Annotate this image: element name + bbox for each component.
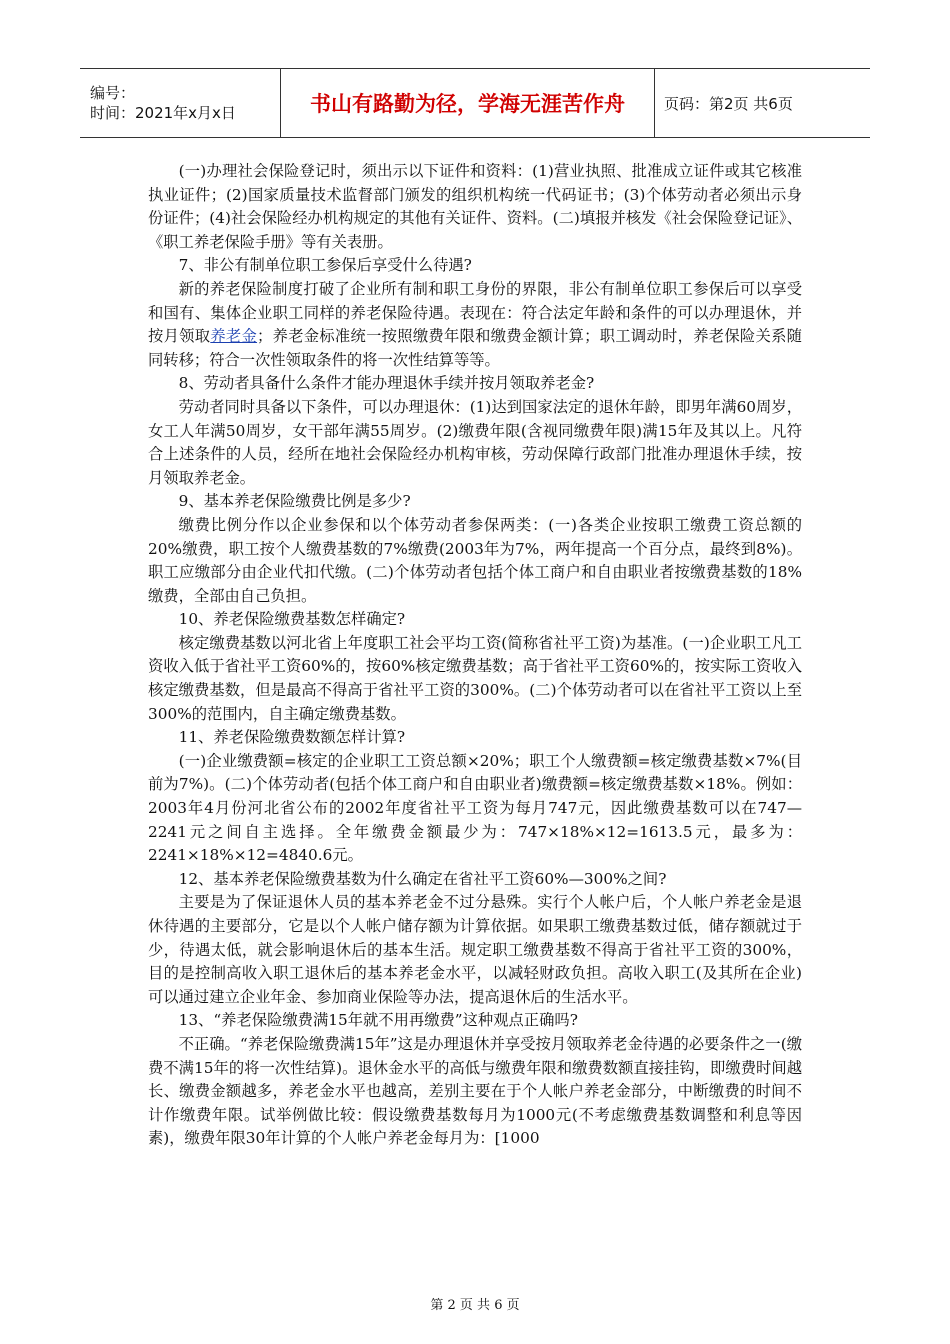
paragraph: (一)办理社会保险登记时，须出示以下证件和资料：(1)营业执照、批准成立证件或其它核准执业证件；(2)国家质量技术监督部门颁发的组织机构统一代码证书；(3)个体劳动者必须出示身份证件；(4)社会保险经办机构规定的其他有关证件、资料。(二)填报并核发《社会保险登记证》、《职工养老保险手册》等有关表册。	[148, 162, 802, 251]
question-8: 8、劳动者具备什么条件才能办理退休手续并按月领取养老金?	[178, 374, 595, 393]
page-info: 页码：第2页 共6页	[664, 94, 793, 113]
question-13: 13、“养老保险缴费满15年就不用再缴费”这种观点正确吗?	[178, 1011, 578, 1030]
answer-9: 缴费比例分作以企业参保和以个体劳动者参保两类：(一)各类企业按职工缴费工资总额的20%缴费，职工按个人缴费基数的7%缴费(2003年为7%，两年提高一个百分点，最终到8%)。职工应缴部分由企业代扣代缴。(二)个体劳动者包括个体工商户和自由职业者按缴费基数的18%缴费，全部由自己负担。	[148, 515, 802, 605]
page-header	[80, 68, 870, 138]
footer-page-number: 第 2 页 共 6 页	[430, 1298, 520, 1313]
question-7: 7、非公有制单位职工参保后享受什么待遇?	[178, 256, 472, 275]
question-10: 10、养老保险缴费基数怎样确定?	[178, 610, 406, 629]
page-footer	[0, 1294, 950, 1313]
header-left-cell	[80, 69, 281, 137]
answer-12: 主要是为了保证退休人员的基本养老金不过分悬殊。实行个人帐户后，个人帐户养老金是退休待遇的主要部分，它是以个人帐户储存额为计算依据。如果职工缴费基数过低，储存额就过于少，待遇太低，就会影响退休后的基本生活。规定职工缴费基数不得高于省社平工资的300%，目的是控制高收入职工退休后的基本养老金水平，以减轻财政负担。高收入职工(及其所在企业)可以通过建立企业年金、参加商业保险等办法，提高退休后的生活水平。	[148, 893, 802, 1006]
header-page-cell	[655, 69, 870, 137]
answer-8: 劳动者同时具备以下条件，可以办理退休：(1)达到国家法定的退休年龄，即男年满60周岁，女工人年满50周岁，女干部年满55周岁。(2)缴费年限(含视同缴费年限)满15年及其以上。凡符合上述条件的人员，经所在地社会保险经办机构审核，劳动保障行政部门批准办理退休手续，按月领取养老金。	[148, 397, 802, 487]
number-label: 编号：	[90, 84, 136, 102]
header-motto-cell	[281, 69, 655, 137]
answer-13: 不正确。“养老保险缴费满15年”这是办理退休并享受按月领取养老金待遇的必要条件之一(缴费不满15年的将一次性结算)。退休金水平的高低与缴费年限和缴费数额直接挂钩，即缴费时间越长、缴费金额越多，养老金水平也越高，差别主要在于个人帐户养老金部分，中断缴费的时间不计作缴费年限。试举例做比较：假设缴费基数每月为1000元(不考虑缴费基数调整和利息等因素)，缴费年限30年计算的个人帐户养老金每月为：[1000	[148, 1034, 802, 1148]
question-12: 12、基本养老保险缴费基数为什么确定在省社平工资60%—300%之间?	[178, 869, 667, 888]
answer-11: (一)企业缴费额=核定的企业职工工资总额×20%；职工个人缴费额=核定缴费基数×7%(目前为7%)。(二)个体劳动者(包括个体工商户和自由职业者)缴费额=核定缴费基数×18%。例如：2003年4月份河北省公布的2002年度省社平工资为每月747元，因此缴费基数可以在747—2241元之间自主选择。全年缴费金额最少为：747×18%×12=1613.5元，最多为：2241×18%×12=4840.6元。	[148, 751, 802, 865]
date-label: 时间：2021年x月x日	[90, 104, 236, 122]
question-11: 11、养老保险缴费数额怎样计算?	[178, 728, 406, 747]
answer-7-text-2: ；养老金标准统一按照缴费年限和缴费金额计算；职工调动时，养老保险关系随同转移；符合一次性领取条件的将一次性结算等等。	[148, 327, 802, 369]
pension-link[interactable]: 养老金	[210, 327, 258, 346]
answer-7	[148, 278, 802, 372]
document-body	[148, 160, 802, 1151]
question-9: 9、基本养老保险缴费比例是多少?	[178, 492, 411, 511]
answer-7-text-1: 新的养老保险制度打破了企业所有制和职工身份的界限，非公有制单位职工参保后可以享受和国有、集体企业职工同样的养老保险待遇。表现在：符合法定年龄和条件的可以办理退休，并按月领取	[148, 279, 802, 346]
answer-10: 核定缴费基数以河北省上年度职工社会平均工资(简称省社平工资)为基准。(一)企业职工凡工资收入低于省社平工资60%的，按60%核定缴费基数；高于省社平工资60%的，按实际工资收入核定缴费基数，但是最高不得高于省社平工资的300%。(二)个体劳动者可以在省社平工资以上至300%的范围内，自主确定缴费基数。	[148, 633, 802, 723]
motto-text: 书山有路勤为径，学海无涯苦作舟	[310, 92, 625, 116]
